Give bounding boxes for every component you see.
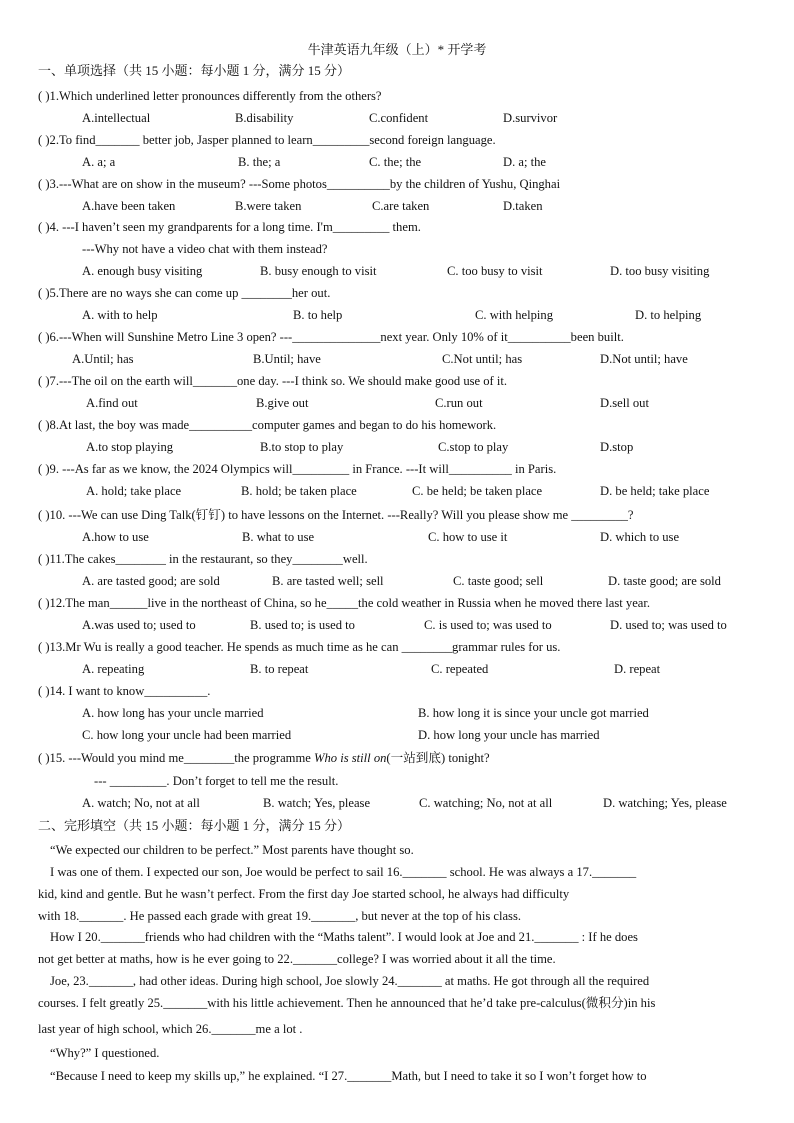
question-13: ( )13.Mr Wu is really a good teacher. He spends as much time as he can ________grammar rules for us. [38, 640, 561, 654]
q12-option-d: D. used to; was used to [610, 618, 727, 632]
q4-option-b: B. busy enough to visit [260, 264, 377, 278]
section-heading-2: 二、完形填空（共 15 小题：每小题 1 分，满分 15 分） [38, 818, 351, 833]
cloze-line-4: with 18._______. He passed each grade with great 19._______, but never at the top of his class. [38, 909, 521, 923]
q12-option-b: B. used to; is used to [250, 618, 355, 632]
q3-option-a: A.have been taken [82, 199, 176, 213]
question-1: ( )1.Which underlined letter pronounces differently from the others? [38, 89, 382, 103]
question-4-dialogue: ---Why not have a video chat with them instead? [82, 242, 328, 256]
q8-option-a: A.to stop playing [86, 440, 174, 454]
question-15 [38, 750, 490, 766]
q9-option-d: D. be held; take place [600, 484, 710, 498]
q14-option-b: B. how long it is since your uncle got married [418, 706, 649, 720]
q6-option-a: A.Until; has [72, 352, 134, 366]
q2-option-d: D. a; the [503, 155, 547, 169]
question-15-dialogue: --- _________. Don’t forget to tell me the result. [94, 774, 339, 788]
question-11: ( )11.The cakes________ in the restaurant, so they________well. [38, 552, 368, 566]
q5-option-a: A. with to help [82, 308, 158, 322]
q2-option-c: C. the; the [369, 155, 422, 169]
question-8: ( )8.At last, the boy was made__________computer games and began to do his homework. [38, 418, 497, 432]
q14-option-a: A. how long has your uncle married [82, 706, 264, 720]
q11-option-a: A. are tasted good; are sold [82, 574, 220, 588]
q1-option-c: C.confident [369, 111, 429, 125]
q9-option-a: A. hold; take place [86, 484, 182, 498]
question-9: ( )9. ---As far as we know, the 2024 Olympics will_________ in France. ---It will__________ in Paris. [38, 462, 557, 476]
cloze-line-5: How I 20._______friends who had children with the “Maths talent”. I would look at Joe and 21._______ : If he does [50, 930, 638, 944]
q9-option-c: C. be held; be taken place [412, 484, 543, 498]
q8-option-b: B.to stop to play [260, 440, 344, 454]
q4-option-a: A. enough busy visiting [82, 264, 203, 278]
q12-option-c: C. is used to; was used to [424, 618, 552, 632]
question-4: ( )4. ---I haven’t seen my grandparents for a long time. I'm_________ them. [38, 220, 421, 234]
q5-option-d: D. to helping [635, 308, 702, 322]
section-heading-1: 一、单项选择（共 15 小题：每小题 1 分，满分 15 分） [38, 63, 351, 78]
question-5: ( )5.There are no ways she can come up ________her out. [38, 286, 331, 300]
question-7: ( )7.---The oil on the earth will_______one day. ---I think so. We should make good use of it. [38, 374, 508, 388]
cloze-line-6: not get better at maths, how is he ever going to 22._______college? I was worried about it all the time. [38, 952, 556, 966]
q6-option-b: B.Until; have [253, 352, 321, 366]
q13-option-c: C. repeated [431, 662, 489, 676]
cloze-line-9: last year of high school, which 26._______me a lot . [38, 1022, 303, 1036]
cloze-line-3: kid, kind and gentle. But he wasn’t perfect. From the first day Joe started school, he always had difficulty [38, 887, 570, 901]
q3-option-b: B.were taken [235, 199, 302, 213]
question-2: ( )2.To find_______ better job, Jasper planned to learn_________second foreign language. [38, 133, 496, 147]
question-15-stem: ( )15. ---Would you mind me________the programme [38, 751, 314, 765]
q1-option-d: D.survivor [503, 111, 558, 125]
q3-option-d: D.taken [503, 199, 543, 213]
question-12: ( )12.The man______live in the northeast of China, so he_____the cold weather in Russia when he moved there last year. [38, 596, 651, 610]
question-6: ( )6.---When will Sunshine Metro Line 3 open? ---______________next year. Only 10% of it__________been built. [38, 330, 624, 344]
q4-option-d: D. too busy visiting [610, 264, 710, 278]
question-3: ( )3.---What are on show in the museum? ---Some photos__________by the children of Yushu, Qinghai [38, 177, 561, 191]
q14-option-c: C. how long your uncle had been married [82, 728, 292, 742]
q15-option-b: B. watch; Yes, please [263, 796, 371, 810]
q3-option-c: C.are taken [372, 199, 430, 213]
q1-option-b: B.disability [235, 111, 294, 125]
q6-option-c: C.Not until; has [442, 352, 523, 366]
q5-option-b: B. to help [293, 308, 343, 322]
q2-option-a: A. a; a [82, 155, 116, 169]
question-14: ( )14. I want to know__________. [38, 684, 211, 698]
q1-option-a: A.intellectual [82, 111, 151, 125]
programme-title: Who is still on [314, 751, 387, 765]
q13-option-d: D. repeat [614, 662, 661, 676]
q7-option-a: A.find out [86, 396, 138, 410]
q15-option-a: A. watch; No, not at all [82, 796, 200, 810]
q4-option-c: C. too busy to visit [447, 264, 543, 278]
q11-option-b: B. are tasted well; sell [272, 574, 384, 588]
cloze-line-1: “We expected our children to be perfect.” Most parents have thought so. [50, 843, 414, 857]
cloze-line-2: I was one of them. I expected our son, Joe would be perfect to sail 16._______ school. He was always a 17._______ [50, 865, 637, 879]
q12-option-a: A.was used to; used to [82, 618, 196, 632]
cloze-line-11: “Because I need to keep my skills up,” he explained. “I 27._______Math, but I need to take it so I won’t forget how to [50, 1069, 647, 1083]
q7-option-b: B.give out [256, 396, 309, 410]
q15-option-c: C. watching; No, not at all [419, 796, 553, 810]
q5-option-c: C. with helping [475, 308, 554, 322]
q6-option-d: D.Not until; have [600, 352, 688, 366]
cloze-line-10: “Why?” I questioned. [50, 1046, 160, 1060]
q15-option-d: D. watching; Yes, please [603, 796, 727, 810]
q11-option-c: C. taste good; sell [453, 574, 544, 588]
question-15-stem-tail: (一站到底) tonight? [386, 751, 490, 765]
q10-option-c: C. how to use it [428, 530, 508, 544]
q8-option-c: C.stop to play [438, 440, 509, 454]
q7-option-c: C.run out [435, 396, 483, 410]
cloze-line-8: courses. I felt greatly 25._______with his little achievement. Then he announced that he’d take pre-calculus(微积分)in his [38, 996, 656, 1010]
q13-option-a: A. repeating [82, 662, 145, 676]
q7-option-d: D.sell out [600, 396, 649, 410]
page-title: 牛津英语九年级（上）* 开学考 [307, 42, 487, 57]
q11-option-d: D. taste good; are sold [608, 574, 721, 588]
q10-option-a: A.how to use [82, 530, 149, 544]
cloze-line-7: Joe, 23._______, had other ideas. During high school, Joe slowly 24._______ at maths. He got through all the required [50, 974, 650, 988]
q8-option-d: D.stop [600, 440, 634, 454]
question-10: ( )10. ---We can use Ding Talk(钉钉) to have lessons on the Internet. ---Really? Will you please show me _________? [38, 508, 634, 522]
q14-option-d: D. how long your uncle has married [418, 728, 600, 742]
q2-option-b: B. the; a [238, 155, 281, 169]
q9-option-b: B. hold; be taken place [241, 484, 357, 498]
q13-option-b: B. to repeat [250, 662, 309, 676]
q10-option-d: D. which to use [600, 530, 680, 544]
q10-option-b: B. what to use [242, 530, 315, 544]
